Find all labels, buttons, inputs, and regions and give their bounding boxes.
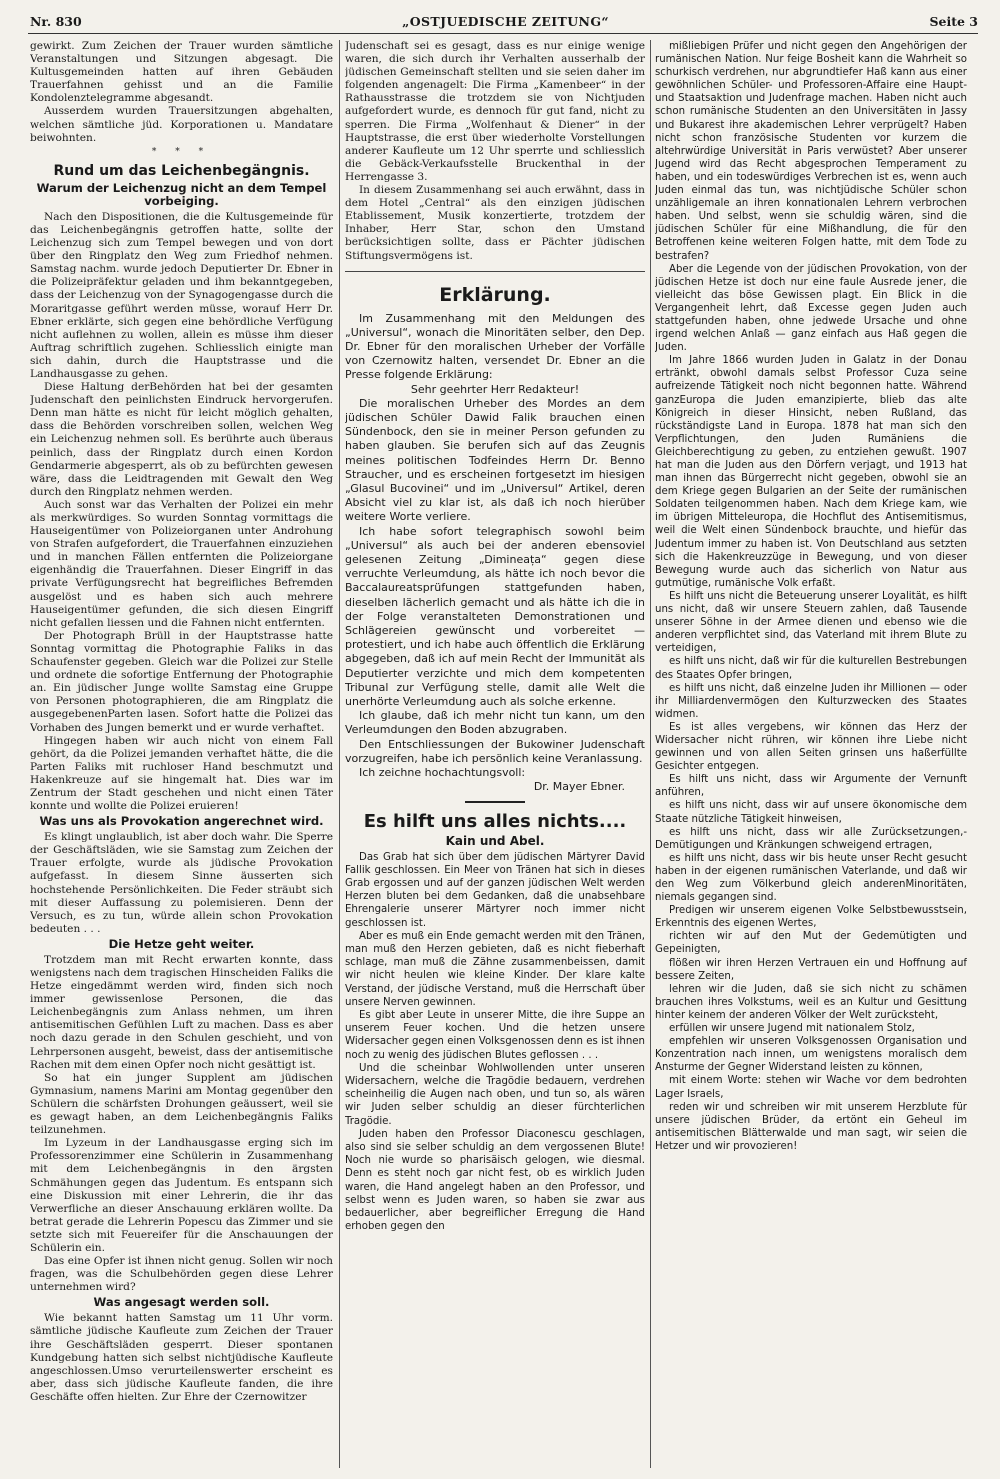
paragraph: Es gibt aber Leute in unserer Mitte, die ihre Suppe an unserem Feuer kochen. Und die hetzen unsere Widersacher gegen einen Volksgenossen denn es ist ihnen noch zu wenig des jüdischen Blutes geflossen . . . bbox=[345, 1009, 645, 1061]
header-rule bbox=[28, 33, 978, 34]
subheading: Was angesagt werden soll. bbox=[93, 1295, 270, 1310]
article-subtitle: Kain und Abel. bbox=[445, 833, 545, 848]
salutation: Sehr geehrter Herr Redakteur! bbox=[410, 382, 580, 396]
newspaper-title: „OSTJUEDISCHE ZEITUNG“ bbox=[402, 13, 610, 29]
paragraph: Das eine Opfer ist ihnen nicht genug. Sollen wir noch fragen, was die Schulbehörden gegen diese Lehrer unternehmen wird? bbox=[30, 1255, 333, 1294]
paragraph: es hilft uns nicht, daß einzelne Juden ihr Millionen — oder ihr Milliardenvermögen den Kulturzwecken des Staates widmen. bbox=[655, 682, 967, 720]
subheading: Warum der Leichenzug nicht an dem Tempel vorbeiging. bbox=[36, 180, 327, 208]
subheading: Die Hetze geht weiter. bbox=[108, 936, 255, 951]
paragraph: Es hilft uns nicht, dass wir Argumente der Vernunft anführen, bbox=[655, 774, 967, 799]
column-1 bbox=[30, 40, 333, 1470]
article-title: Erklärung. bbox=[439, 283, 551, 306]
editorial-article bbox=[345, 811, 645, 1234]
paragraph: Den Entschliessungen der Bukowiner Judenschaft vorzugreifen, habe ich persönlich keine Veranlassung. bbox=[345, 737, 645, 765]
paragraph: Es ist alles vergebens, wir können das Herz der Widersacher nicht rühren, wir können ihre Liebe nicht gewinnen und von allen Seiten grinsen uns haßerfüllte Gesichter entgegen. bbox=[655, 721, 967, 773]
closing: Ich zeichne hochachtungsvoll: bbox=[359, 766, 526, 780]
paragraph: erfüllen wir unsere Jugend mit nationalem Stolz, bbox=[669, 1023, 915, 1035]
paragraph: Ich glaube, daß ich mehr nicht tun kann, um den Verleumdungen den Boden abzugraben. bbox=[345, 709, 645, 737]
paragraph: lehren wir die Juden, daß sie sich nicht zu schämen brauchen ihres Volkstums, weil es an Kultur und Gesittung hinter keinem der anderen Völker der Welt zurücksteht, bbox=[655, 983, 967, 1021]
paragraph: Wie bekannt hatten Samstag um 11 Uhr vorm. sämtliche jüdische Kaufleute zum Zeichen der Trauer ihre Geschäftsläden gesperrt. Dieser spontanen Kundgebung hatten sich selbst nichtjüdische Kaufleute angeschlossen.Umso verurteilenswerter erscheint es aber, dass sich jüdische Kaufleute fanden, die ihre Geschäfte offen hielten. Zur Ehre der Czernowitzer bbox=[30, 1312, 333, 1403]
page-header bbox=[30, 10, 978, 32]
paragraph: Im Jahre 1866 wurden Juden in Galatz in der Donau ertränkt, obwohl damals selbst Professor Cuza seine aufreizende Tätigkeit noch nicht begonnen hatte. Während ganzEuropa die Juden emanzipierte, blieb das alte Königreich in dieser Hinsicht, neben Rußland, das rückständigste Land in Europa. 1878 hat man sich den Verpflichtungen, den Juden Rumäniens die Gleichberechtigung zu geben, zu entziehen gewußt. 1907 hat man die Juden aus den Dörfern verjagt, und 1913 hat man ihnen das Bürgerrecht nicht gegeben, obwohl sie an dem Kriege gegen Bulgarien an der Seite der rumänischen Soldaten teilgenommen haben. Nach dem Kriege kam, wie im übrigen Mitteleuropa, die Hochflut des Antisemitismus, weil die Welt einen Sündenbock brauchte, und hiefür das Judentum immer zu haben ist. Von Deutschland aus setzten sich die Hakenkreuzzüge in Bewegung, und von dieser Bewegung wurde auch das sicherlich von Natur aus gutmütige, rumänische Volk erfaßt. bbox=[655, 355, 967, 589]
article-title: Es hilft uns alles nichts.... bbox=[363, 810, 627, 832]
column-divider bbox=[650, 40, 651, 1468]
paragraph: es hilft uns nicht, daß wir für die kulturellen Bestrebungen des Staates Opfer bringen, bbox=[655, 656, 967, 681]
paragraph: Das Grab hat sich über dem jüdischen Märtyrer David Fallik geschlossen. Ein Meer von Tränen hat sich in dieses Grab ergossen und auf der ganzen jüdischen Welt werden Herzen bluten bei dem Gedanken, daß die unabsehbare Ehrengalerie unserer Märtyrer noch immer nicht geschlossen ist. bbox=[345, 851, 645, 929]
column-2 bbox=[345, 40, 645, 1470]
article-separator bbox=[465, 801, 525, 803]
paragraph: Aber die Legende von der jüdischen Provokation, von der jüdischen Hetze ist doch nur eine faule Ausrede jener, die vielleicht das böse Gewissen plagt. Ein Blick in die Vergangenheit lehrt, daß Excesse gegen Juden auch stattgefunden haben, ohne jedwede Ursache und ohne irgend welchen Anlaß — ganz einfach aus Haß gegen die Juden. bbox=[655, 263, 967, 354]
paragraph: flößen wir ihren Herzen Vertrauen ein und Hoffnung auf bessere Zeiten, bbox=[655, 957, 967, 982]
paragraph: Ausserdem wurden Trauersitzungen abgehalten, welchen sämtliche jüd. Korporationen u. Mandatare beiwohnten. bbox=[30, 105, 333, 144]
signature: Dr. Mayer Ebner. bbox=[533, 780, 625, 794]
paragraph: es hilft uns nicht, dass wir alle Zurücksetzungen,- Demütigungen und Kränkungen schweigend ertragen, bbox=[655, 826, 967, 851]
paragraph: empfehlen wir unseren Volksgenossen Organisation und Konzentration nach innen, um wenigstens moralisch dem Ansturme der Gegner Widerstand leisten zu können, bbox=[655, 1036, 967, 1074]
column-divider bbox=[339, 40, 340, 1468]
paragraph: Ich habe sofort telegraphisch sowohl beim „Universul“ als auch bei der anderen ebensoviel gelesenen Zeitung „Dimineața“ gegen diese verruchte Verleumdung, als hätte ich noch bevor die Baccalaureatsprüfungen stattgefunden haben, dieselben lächerlich gemacht und als hätte ich die in der Folge veranstalteten Demonstrationen und Schlägereien gewünscht und vorbereitet — protestiert, und ich habe auch öffentlich die Erklärung abgegeben, daß ich auf mein Recht der Immunität als Deputierter verzichte und mich dem kompetenten Tribunal zur Verfügung stelle, damit alle Welt die unerhörte Verleumdung auch als solche erkenne. bbox=[345, 524, 645, 709]
paragraph: Juden haben den Professor Diaconescu geschlagen, also sind sie selber schuldig an dem vergossenen Blute! Noch nie wurde so pharisäisch gelogen, wie diesmal. Denn es steht noch gar nicht fest, ob es wirklich Juden waren, die Hand angelegt haben an den Professor, und selbst wenn es Juden waren, so haben sie zwar aus bedauerlicher, aber begreiflicher Erregung die Hand erhoben gegen den bbox=[345, 1128, 645, 1233]
paragraph: Die moralischen Urheber des Mordes an dem jüdischen Schüler Dawid Falik brauchen einen Sündenbock, den sie in meiner Person gefunden zu haben glauben. Sie berufen sich auf das Zeugnis meines politischen Todfeindes Herrn Dr. Benno Straucher, und es erscheinen fortgesetzt im hiesigen „Glasul Bucovinei“ und im „Universul“ Artikel, deren Absicht viel zu klar ist, als daß ich noch hierüber weitere Worte verliere. bbox=[345, 396, 645, 524]
paragraph: Aber es muß ein Ende gemacht werden mit den Tränen, man muß den Herzen gebieten, daß es nicht fieberhaft schlage, man muß die Zähne zusammenbeissen, damit wir nicht heulen wie kleine Kinder. Der klare kalte Verstand, der jüdische Verstand, muß die Herrschaft über unsere Nerven gewinnen. bbox=[345, 930, 645, 1008]
paragraph: Im Lyzeum in der Landhausgasse erging sich im Professorenzimmer eine Schülerin in Zusammenhang mit dem Leichenbegängnis in den ärgsten Schmähungen gegen das Judentum. Es entspann sich eine Diskussion mit einer Lehrerin, die ihr das Verwerfliche an dieser Anschauung erklären wollte. Da betrat gerade die Lehrerin Popescu das Zimmer und sie setzte sich mit Feuereifer für die Anschauungen der Schülerin ein. bbox=[30, 1137, 333, 1254]
paragraph: In diesem Zusammenhang sei auch erwähnt, dass in dem Hotel „Central“ als den einzigen jüdischen Etablissement, Musik konzertierte, trotzdem der Inhaber, Herr Star, schon den Umstand berücksichtigen sollte, dass er Pächter jüdischen Stiftungsvermögens ist. bbox=[345, 184, 645, 262]
paragraph: Im Zusammenhang mit den Meldungen des „Universul“, wonach die Minoritäten selber, den Dep. Dr. Ebner für den moralischen Urheber der Vorfälle von Czernowitz halten, versendet Dr. Ebner an die Presse folgende Erklärung: bbox=[345, 311, 645, 382]
paragraph: mit einem Worte: stehen wir Wache vor dem bedrohten Lager Israels, bbox=[655, 1075, 967, 1100]
paragraph: Der Photograph Brüll in der Hauptstrasse hatte Sonntag vormittag die Photographie Faliks in das Schaufenster gegeben. Gleich war die Polizei zur Stelle und ordnete die sofortige Entfernung der Photographie an. Ein jüdischer Junge wollte Samstag eine Gruppe von Personen photographieren, die am Ringplatz die ausgegebenenParten lasen. Sofort hatte die Polizei das Vorhaben des Jungen bemerkt und er wurde verhaftet. bbox=[30, 629, 333, 734]
paragraph: richten wir auf den Mut der Gedemütigten und Gepeinigten, bbox=[655, 931, 967, 956]
paragraph: Und die scheinbar Wohlwollenden unter unseren Widersachern, welche die Tragödie bedauern, verdrehen scheinheilig die Augen nach oben, und tun so, als wären wir Juden selber schuldig an dieser fürchterlichen Tragödie. bbox=[345, 1062, 645, 1127]
subheading: Was uns als Provokation angerechnet wird. bbox=[39, 814, 324, 829]
paragraph: Es klingt unglaublich, ist aber doch wahr. Die Sperre der Geschäftsläden, wie sie Samstag zum Zeichen der Trauer erfolgte, wurde als jüdische Provokation aufgefasst. In diesem Sinne äusserten sich hochstehende Persönlichkeiten. Die Feder sträubt sich mit dieser Auffassung zu polemisieren. Denn der Versuch, es zu tun, würde allein schon Provokation bedeuten . . . bbox=[30, 831, 333, 935]
paragraph: Diese Haltung derBehörden hat bei der gesamten Judenschaft den peinlichsten Eindruck hervorgerufen. Denn man hätte es nicht für leicht möglich gehalten, dass die Behörden vorschreiben sollen, welchen Weg ein Leichenzug nehmen soll. Es berührte auch überaus peinlich, dass der Ringplatz durch einen Kordon Gendarmerie abgesperrt, als ob zu befürchten gewesen wäre, dass die Leidtragenden mit Gewalt den Weg durch den Ringplatz nehmen werden. bbox=[30, 381, 333, 498]
paragraph: es hilft uns nicht, dass wir bis heute unser Recht gesucht haben in der eigenen rumänischen Vaterlande, und daß wir den Weg zum Völkerbund gleich anderenMinoritäten, niemals gegangen sind. bbox=[655, 852, 967, 904]
paragraph: Predigen wir unserem eigenen Volke Selbstbewusstsein, Erkenntnis des eigenen Wertes, bbox=[655, 905, 967, 930]
paragraph: reden wir und schreiben wir mit unserem Herzblute für unsere jüdischen Brüder, da ertönt ein Geheul im antisemitischen Blätterwalde und man sagt, wir seien die Hetzer und wir provozieren! bbox=[655, 1101, 967, 1152]
paragraph: gewirkt. Zum Zeichen der Trauer wurden sämtliche Veranstaltungen und Sitzungen abgesagt. Die Kultusgemeinden hatten auf ihren Gebäuden Trauerfahnen gehisst und an die Familie Kondolenztelegramme abgesandt. bbox=[30, 40, 333, 105]
paragraph: Trotzdem man mit Recht erwarten konnte, dass wenigstens nach dem tragischen Hinscheiden Faliks die Hetze eingedämmt werden wird, finden sich noch immer gewissenlose Personen, die das Leichenbegängnis zum Anlass nehmen, um ihren antisemitischen Gefühlen Luft zu machen. Dass es aber noch dazu gerade in den Schulen geschieht, und von Lehrpersonen ausgeht, beweist, dass der antisemitische Rachen mit dem einen Opfer noch nicht gesättigt ist. bbox=[30, 953, 333, 1071]
paragraph: Nach den Dispositionen, die die Kultusgemeinde für das Leichenbegängnis getroffen hatte, sollte der Leichenzug sich zum Tempel bewegen und von dort über den Ringplatz den Weg zum Friedhof nehmen. Samstag nachm. wurde jedoch Deputierter Dr. Ebner in die Polizeipräfektur geladen und ihm bekanntgegeben, dass der Leichenzug von der Synagogengasse durch die Moraritgasse geführt werden müsse, worauf Herr Dr. Ebner erklärte, sich gegen eine behördliche Verfügung nicht auflehnen zu wollen, allein es müsse ihm dieser Auftrag schriftlich zugehen. Schliesslich einigte man sich dahin, durch die Hauptstrasse und die Landhausgasse zu gehen. bbox=[30, 210, 333, 380]
issue-number: Nr. 830 bbox=[30, 13, 82, 29]
section-heading: Rund um das Leichenbegängnis. bbox=[53, 162, 310, 179]
paragraph: Judenschaft sei es gesagt, dass es nur einige wenige waren, die sich durch ihr Verhalten ausserhalb der jüdischen Gemeinschaft stellten und sie seien daher im folgenden angenagelt: Die Firma „Kamenbeer“ in der Rathausstrasse die trotzdem sie von Nichtjuden aufgefordert wurde, es dennoch für gut fand, nicht zu sperren. Die Firma „Wolfenhaut & Diener“ in der Hauptstrasse, die erst über wiederholte Vorstellungen anderer Kaufleute um 12 Uhr sperrte und schliesslich die Gebäck-Verkaufsstelle Bruckenthal in der Herrengasse 3. bbox=[345, 40, 645, 183]
paragraph: Auch sonst war das Verhalten der Polizei ein mehr als merkwürdiges. So wurden Sonntag vormittags die Hauseigentümer von Polizeiorganen unter Androhung von Strafen aufgefordert, die Trauerfahnen einzuziehen und in manchen Fällen entfernten die Polizeiorgane eigenhändig die Trauerfahnen. Dieser Eingriff in das private Verfügungsrecht hat begreifliches Befremden ausgelöst und es haben sich auch mehrere Hauseigentümer gefunden, die sich diesen Eingriff nicht gefallen liessen und die Fahnen nicht entfernten. bbox=[30, 498, 333, 629]
paragraph: So hat ein junger Supplent am jüdischen Gymnasium, namens Marini am Montag gegenüber den Schülern die schärfsten Drohungen geäussert, weil sie es gewagt haben, an dem Leichenbegängnis Faliks teilzunehmen. bbox=[30, 1071, 333, 1137]
article-body bbox=[345, 851, 645, 1234]
paragraph: Es hilft uns nicht die Beteuerung unserer Loyalität, es hilft uns nicht, daß wir unsere Steuern zahlen, daß Tausende unserer Söhne in der Armee dienen und ebenso wie die anderen verpflichtet sind, das Vaterland mit ihrem Blute zu verteidigen, bbox=[655, 590, 967, 655]
paragraph: mißliebigen Prüfer und nicht gegen den Angehörigen der rumänischen Nation. Nur feige Bosheit kann die Wahrheit so schurkisch verdrehen, nur abgrundtiefer Haß kann aus einer gewöhnlichen Schüler- und Professoren-Affaire eine Haupt- und Staatsaktion und Judenfrage machen. Haben nicht auch schon rumänische Studenten an den Universitäten in Jassy und Bukarest ihre akademischen Lehrer verprügelt? Haben nicht schon französische Studenten vor kurzem die altehrwürdige Universität in Paris verwüstet? Aber unserer Jugend wird das Recht abgesprochen Temperament zu haben, und ein todeswürdiges Verbrechen ist es, wenn auch Juden einmal das tun, was nichtjüdische Schüler schon unzähligemale an ihren konnationalen Lehrern verbrochen haben. Und selbst, wenn sie schuldig wären, sind die jüdischen Schüler für eine Mißhandlung, die für den Betroffenen keine weiteren Folgen hatte, mit dem Tode zu bestrafen? bbox=[655, 41, 967, 262]
paragraph: Hingegen haben wir auch nicht von einem Fall gehört, da die Polizei jemanden verhaftet hätte, die die Parten Faliks mit ruchloser Hand beschmutzt und Hakenkreuze auf sie hingemalt hat. Dies war im Zentrum der Stadt geschehen und nicht einen Täter konnte und wollte die Polizei eruieren! bbox=[30, 734, 333, 813]
column-3 bbox=[655, 40, 967, 1470]
paragraph: es hilft uns nicht, dass wir auf unsere ökonomische dem Staate nützliche Tätigkeit hinweisen, bbox=[655, 800, 967, 825]
article-body bbox=[345, 312, 645, 795]
section-separator: * * * bbox=[151, 146, 212, 157]
declaration-article bbox=[345, 271, 645, 795]
page-number: Seite 3 bbox=[929, 13, 978, 29]
